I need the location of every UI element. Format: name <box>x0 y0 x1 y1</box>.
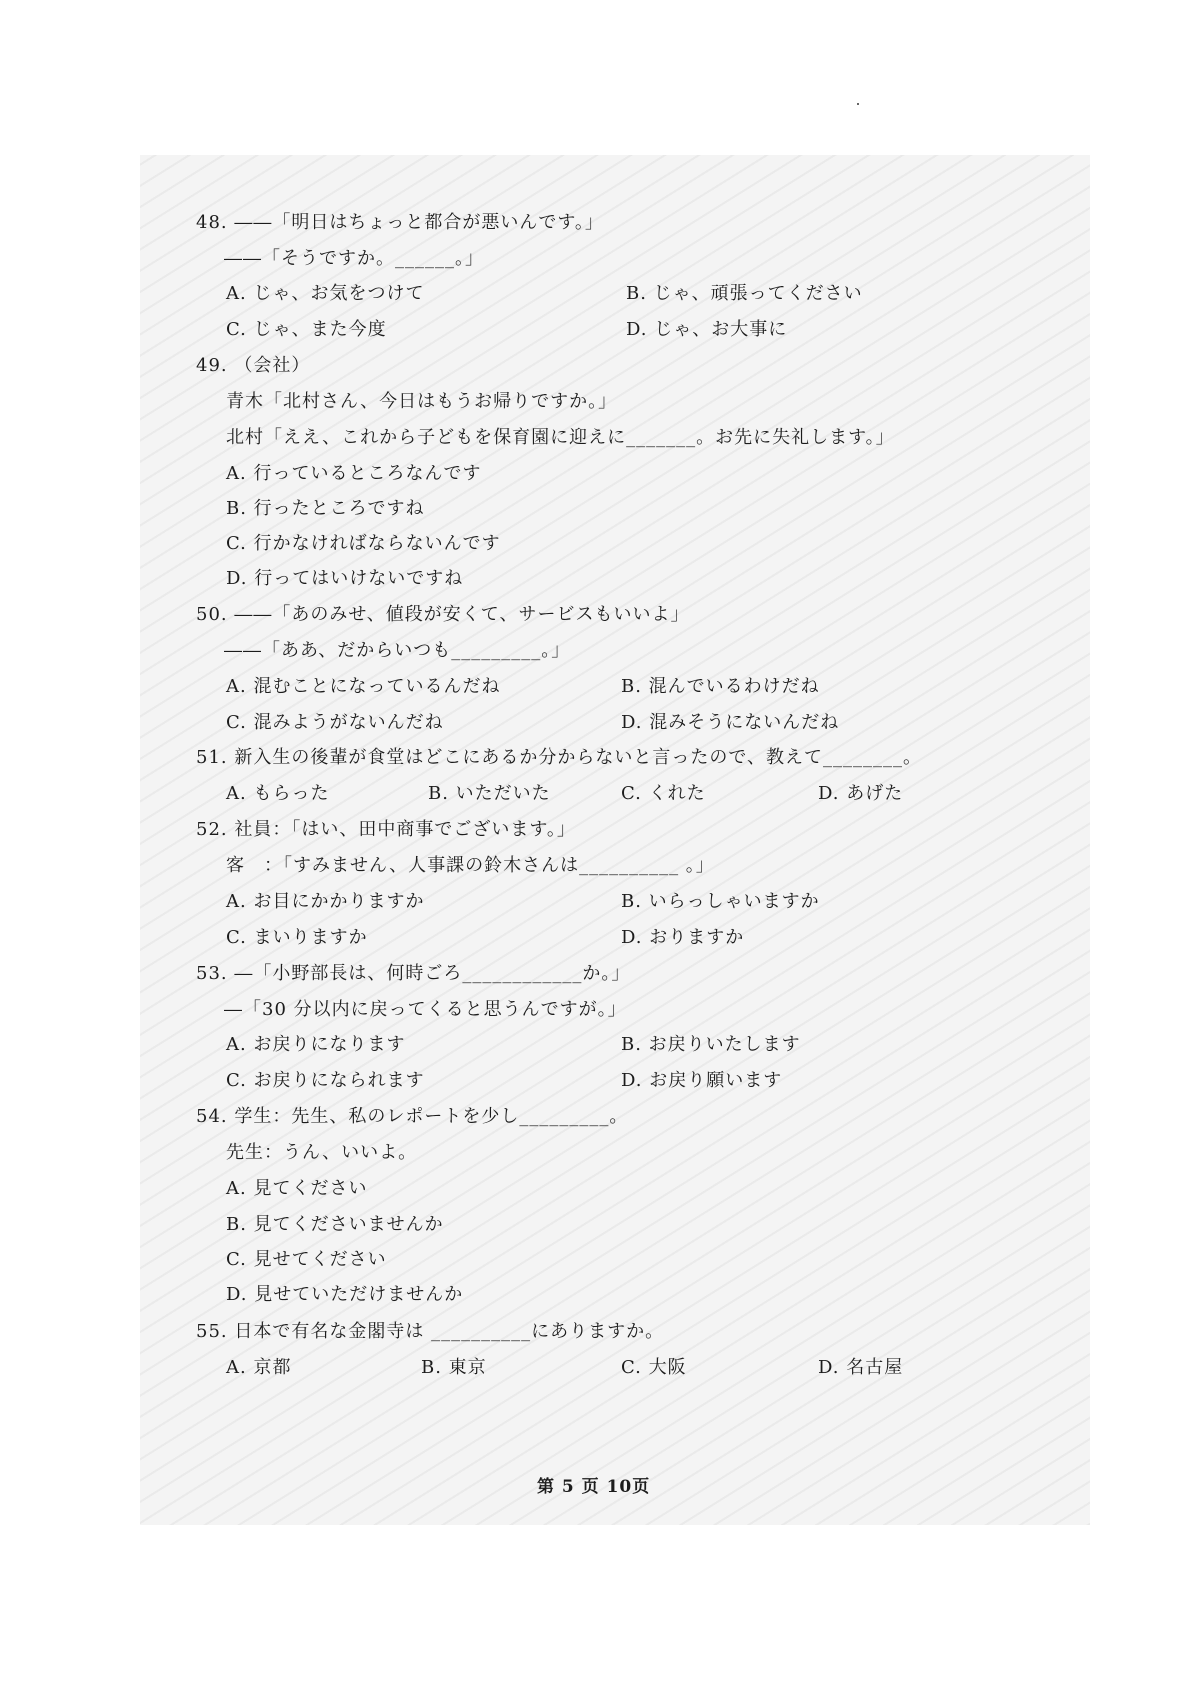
q55-option-b[interactable]: B. 東京 <box>421 1357 487 1378</box>
scan-speck <box>857 103 859 105</box>
q52-line-2: 客 ：「すみません、人事課の鈴木さんは__________ 。」 <box>226 855 715 876</box>
q49-option-c[interactable]: C. 行かなければならないんです <box>226 533 501 554</box>
q55-option-c[interactable]: C. 大阪 <box>621 1357 687 1378</box>
q50-line-1: 50. ――「あのみせ、値段が安くて、サービスもいいよ」 <box>196 604 690 625</box>
q54-line-2: 先生：うん、いいよ。 <box>226 1142 418 1163</box>
q48-option-d[interactable]: D. じゃ、お大事に <box>626 319 788 340</box>
q54-line-1: 54. 学生：先生、私のレポートを少し_________。 <box>196 1106 629 1127</box>
q48-option-a[interactable]: A. じゃ、お気をつけて <box>226 283 425 304</box>
q48-line-1: 48. ――「明日はちょっと都合が悪いんです。」 <box>196 212 604 233</box>
q54-option-a[interactable]: A. 見てください <box>226 1178 368 1199</box>
q51-option-d[interactable]: D. あげた <box>818 783 904 804</box>
q50-line-2: ――「ああ、だからいつも_________。」 <box>224 640 571 661</box>
q53-option-d[interactable]: D. お戻り願います <box>621 1070 783 1091</box>
q48-line-2: ――「そうですか。______。」 <box>224 248 484 269</box>
q54-option-d[interactable]: D. 見せていただけませんか <box>226 1284 464 1305</box>
q52-option-c[interactable]: C. まいりますか <box>226 927 368 948</box>
q49-line-2: 青木「北村さん、今日はもうお帰りですか。」 <box>226 391 618 412</box>
q55-option-d[interactable]: D. 名古屋 <box>818 1357 904 1378</box>
page-number: 第 5 页 10页 <box>537 1477 651 1497</box>
q49-option-a[interactable]: A. 行っているところなんです <box>226 463 482 484</box>
q53-option-b[interactable]: B. お戻りいたします <box>621 1034 801 1055</box>
q50-option-b[interactable]: B. 混んでいるわけだね <box>621 676 820 697</box>
q48-option-c[interactable]: C. じゃ、また今度 <box>226 319 387 340</box>
q51-line-1: 51. 新入生の後輩が食堂はどこにあるか分からないと言ったので、教えて________。 <box>196 747 922 768</box>
q50-option-d[interactable]: D. 混みそうにないんだね <box>621 712 840 733</box>
q52-option-a[interactable]: A. お目にかかりますか <box>226 891 425 912</box>
q51-option-c[interactable]: C. くれた <box>621 783 706 804</box>
q48-option-b[interactable]: B. じゃ、頑張ってください <box>626 283 863 304</box>
q52-option-d[interactable]: D. おりますか <box>621 927 745 948</box>
q49-option-d[interactable]: D. 行ってはいけないですね <box>226 568 464 589</box>
q53-option-a[interactable]: A. お戻りになります <box>226 1034 406 1055</box>
q49-line-1: 49. （会社） <box>196 355 311 376</box>
q51-option-b[interactable]: B. いただいた <box>428 783 551 804</box>
q53-line-2: ―「30 分以内に戻ってくると思うんですが。」 <box>224 999 627 1020</box>
q54-option-c[interactable]: C. 見せてください <box>226 1249 387 1270</box>
q49-line-3: 北村「ええ、これから子どもを保育園に迎えに_______。お先に失礼します。」 <box>226 427 895 448</box>
q52-option-b[interactable]: B. いらっしゃいますか <box>621 891 820 912</box>
q50-option-c[interactable]: C. 混みようがないんだね <box>226 712 444 733</box>
q53-line-1: 53. ―「小野部長は、何時ごろ____________か。」 <box>196 963 631 984</box>
q55-line-1: 55. 日本で有名な金閣寺は __________にありますか。 <box>196 1321 665 1342</box>
q52-line-1: 52. 社員：「はい、田中商事でございます。」 <box>196 819 576 840</box>
q55-option-a[interactable]: A. 京都 <box>226 1357 292 1378</box>
q50-option-a[interactable]: A. 混むことになっているんだね <box>226 676 501 697</box>
q49-option-b[interactable]: B. 行ったところですね <box>226 498 425 519</box>
q51-option-a[interactable]: A. もらった <box>226 783 330 804</box>
q54-option-b[interactable]: B. 見てくださいませんか <box>226 1214 444 1235</box>
q53-option-c[interactable]: C. お戻りになられます <box>226 1070 425 1091</box>
